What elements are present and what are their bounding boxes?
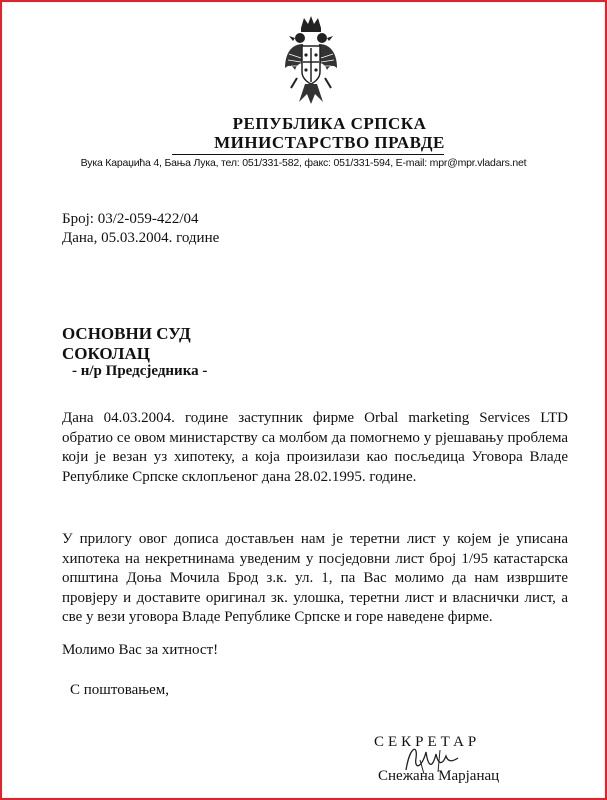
reference-number: Број: 03/2-059-422/04 xyxy=(62,211,199,227)
ministry-address: Вука Караџића 4, Бања Лука, тел: 051/331-582, факс: 051/331-594, E-mail: mpr@mpr.vladars.net xyxy=(80,157,527,169)
double-headed-eagle-icon xyxy=(283,14,339,106)
signer-title: СЕКРЕТАР xyxy=(374,734,481,750)
republic-heading: РЕПУБЛИКА СРПСКА xyxy=(232,114,427,133)
addressee-city: СОКОЛАЦ xyxy=(62,344,150,363)
addressee-attention: - н/р Предсједника - xyxy=(72,363,208,379)
reference-date: Дана, 05.03.2004. године xyxy=(62,230,220,246)
signer-name: Снежана Марјанац xyxy=(378,768,500,784)
body-paragraph: Дана 04.03.2004. године заступник фирме Orbal marketing Services LTD обратио се овом министарству са молбом да помогнемо у рјешавању проблема који је везан уз хипотеку, а која произилази као посљедица Уговора Владе Републике Српске склопљеног дана 28.02.1995. године. xyxy=(62,410,568,485)
ministry-heading: МИНИСТАРСТВО ПРАВДЕ xyxy=(214,133,445,152)
urgency-line: Молимо Вас за хитност! xyxy=(62,642,219,658)
closing-regards: С поштовањем, xyxy=(70,682,169,698)
header-divider xyxy=(172,154,444,155)
body-paragraph: У прилогу овог дописа достављен нам је теретни лист у којем је уписана хипотека на некретнинама уведеним у посједовни лист број 1/95 катастарска општина Доња Мочила Брод з.к. ул. 1, па Вас молимо да нам извршите провјеру и доставите оригинал зк. улошка, теретни лист и власнички лист, а све у вези уговора Владе Републике Српске и горе наведене фирме. xyxy=(62,531,568,626)
addressee-court: ОСНОВНИ СУД xyxy=(62,324,191,343)
